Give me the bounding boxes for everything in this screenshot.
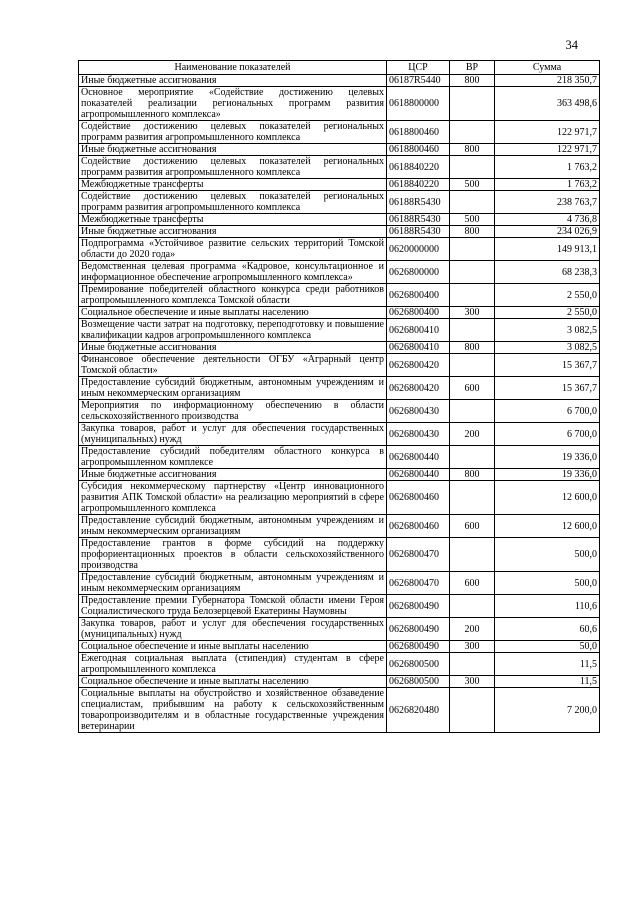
row-name-cell: Закупка товаров, работ и услуг для обеспечения государственных (муниципальных) нужд [79,618,387,641]
row-sum-cell: 1 763,2 [495,179,600,191]
row-sum-cell: 15 367,7 [495,354,600,377]
row-name-cell: Ежегодная социальная выплата (стипендия) студентам в сфере агропромышленного комплекса [79,653,387,676]
budget-table [78,60,600,733]
row-name-cell: Иные бюджетные ассигнования [79,75,387,87]
row-sum-cell: 238 763,7 [495,191,600,214]
row-csr-cell: 06188R5430 [387,191,450,214]
row-csr-cell: 0626800000 [387,261,450,284]
row-sum-cell: 149 913,1 [495,238,600,261]
table-row [79,676,600,688]
row-sum-cell: 11,5 [495,676,600,688]
row-vr-cell: 300 [450,676,495,688]
table-row [79,515,600,538]
row-sum-cell: 6 700,0 [495,423,600,446]
row-sum-cell: 11,5 [495,653,600,676]
row-name-cell: Содействие достижению целевых показателей региональных программ развития агропромышленного комплекса [79,121,387,144]
row-sum-cell: 500,0 [495,572,600,595]
table-row [79,469,600,481]
row-vr-cell: 500 [450,179,495,191]
row-name-cell: Предоставление субсидий бюджетным, автономным учреждениям и иным некоммерческим организациям [79,515,387,538]
row-vr-cell [450,446,495,469]
row-vr-cell [450,238,495,261]
row-vr-cell: 800 [450,342,495,354]
row-sum-cell: 60,6 [495,618,600,641]
row-vr-cell: 200 [450,423,495,446]
table-row [79,481,600,515]
row-name-cell: Основное мероприятие «Содействие достижению целевых показателей реализации региональных программ развития агропромышленного комплекса» [79,87,387,121]
row-csr-cell: 0618800460 [387,144,450,156]
row-vr-cell: 200 [450,618,495,641]
row-sum-cell: 110,6 [495,595,600,618]
row-name-cell: Социальное обеспечение и иные выплаты населению [79,676,387,688]
row-csr-cell: 0626800420 [387,354,450,377]
table-row [79,226,600,238]
row-csr-cell: 0626800430 [387,423,450,446]
row-name-cell: Возмещение части затрат на подготовку, переподготовку и повышение квалификации кадров агропромышленного комплекса [79,319,387,342]
row-name-cell: Межбюджетные трансферты [79,214,387,226]
table-row [79,446,600,469]
row-vr-cell [450,653,495,676]
table-row [79,191,600,214]
table-row [79,538,600,572]
row-name-cell: Иные бюджетные ассигнования [79,144,387,156]
row-csr-cell: 0626800400 [387,307,450,319]
row-csr-cell: 0626800440 [387,469,450,481]
row-csr-cell: 0626800500 [387,676,450,688]
row-sum-cell: 2 550,0 [495,307,600,319]
table-row [79,214,600,226]
row-vr-cell: 800 [450,469,495,481]
row-vr-cell [450,121,495,144]
row-name-cell: Предоставление субсидий бюджетным, автономным учреждениям и иным некоммерческим организациям [79,572,387,595]
row-sum-cell: 3 082,5 [495,319,600,342]
row-vr-cell: 600 [450,572,495,595]
header-sum: Сумма [495,61,600,75]
table-row [79,144,600,156]
row-vr-cell [450,156,495,179]
row-csr-cell: 0626800410 [387,342,450,354]
row-vr-cell [450,538,495,572]
row-sum-cell: 7 200,0 [495,688,600,733]
row-vr-cell: 300 [450,307,495,319]
page-number: 34 [565,38,578,52]
row-vr-cell [450,87,495,121]
row-sum-cell: 50,0 [495,641,600,653]
row-csr-cell: 0626800400 [387,284,450,307]
row-csr-cell: 0620000000 [387,238,450,261]
table-row [79,156,600,179]
row-csr-cell: 0618840220 [387,156,450,179]
row-csr-cell: 0626800490 [387,595,450,618]
table-row [79,688,600,733]
row-vr-cell [450,688,495,733]
row-sum-cell: 363 498,6 [495,87,600,121]
row-vr-cell: 300 [450,641,495,653]
row-csr-cell: 0626800430 [387,400,450,423]
row-name-cell: Мероприятия по информационному обеспечению в области сельскохозяйственного производства [79,400,387,423]
table-row [79,400,600,423]
table-body [79,75,600,733]
row-vr-cell [450,319,495,342]
row-name-cell: Премирование победителей областного конкурса среди работников агропромышленного комплекса Томской области [79,284,387,307]
row-csr-cell: 0626800440 [387,446,450,469]
row-vr-cell [450,261,495,284]
table-row [79,238,600,261]
table-row [79,377,600,400]
row-csr-cell: 0626800410 [387,319,450,342]
row-sum-cell: 15 367,7 [495,377,600,400]
table-row [79,284,600,307]
row-name-cell: Содействие достижению целевых показателей региональных программ развития агропромышленного комплекса [79,156,387,179]
table-row [79,121,600,144]
row-csr-cell: 0626800490 [387,618,450,641]
row-name-cell: Социальное обеспечение и иные выплаты населению [79,307,387,319]
row-csr-cell: 0626800470 [387,538,450,572]
row-sum-cell: 4 736,8 [495,214,600,226]
table-row [79,319,600,342]
row-name-cell: Закупка товаров, работ и услуг для обеспечения государственных (муниципальных) нужд [79,423,387,446]
row-sum-cell: 68 238,3 [495,261,600,284]
row-name-cell: Межбюджетные трансферты [79,179,387,191]
row-name-cell: Предоставление субсидий победителям областного конкурса в агропромышленном комплексе [79,446,387,469]
row-csr-cell: 0626820480 [387,688,450,733]
row-name-cell: Предоставление премии Губернатора Томской области имени Героя Социалистического труда Белозерцевой Екатерины Наумовны [79,595,387,618]
header-row [79,61,600,75]
row-name-cell: Предоставление субсидий бюджетным, автономным учреждениям и иным некоммерческим организациям [79,377,387,400]
table-row [79,653,600,676]
row-sum-cell: 6 700,0 [495,400,600,423]
table-row [79,641,600,653]
row-sum-cell: 1 763,2 [495,156,600,179]
row-csr-cell: 0626800420 [387,377,450,400]
table-row [79,595,600,618]
row-sum-cell: 122 971,7 [495,121,600,144]
header-csr: ЦСР [387,61,450,75]
header-vr: ВР [450,61,495,75]
row-name-cell: Предоставление грантов в форме субсидий на поддержку профориентационных проектов в области сельскохозяйственного производства [79,538,387,572]
table-row [79,307,600,319]
table-row [79,87,600,121]
row-vr-cell: 600 [450,515,495,538]
row-csr-cell: 0626800470 [387,572,450,595]
row-csr-cell: 06188R5430 [387,226,450,238]
row-name-cell: Социальные выплаты на обустройство и хозяйственное обзаведение специалистам, прибывшим на работу к сельскохозяйственным товаропроизводителям и в областные государственные учреждения ветеринарии [79,688,387,733]
row-name-cell: Ведомственная целевая программа «Кадровое, консультационное и информационное обеспечение агропромышленного комплекса» [79,261,387,284]
table-row [79,75,600,87]
row-csr-cell: 0626800500 [387,653,450,676]
table-row [79,354,600,377]
row-csr-cell: 0618800000 [387,87,450,121]
table-row [79,342,600,354]
row-sum-cell: 12 600,0 [495,481,600,515]
table-row [79,179,600,191]
row-vr-cell: 500 [450,214,495,226]
row-sum-cell: 218 350,7 [495,75,600,87]
row-sum-cell: 500,0 [495,538,600,572]
row-sum-cell: 122 971,7 [495,144,600,156]
row-sum-cell: 19 336,0 [495,469,600,481]
row-name-cell: Подпрограмма «Устойчивое развитие сельских территорий Томской области до 2020 года» [79,238,387,261]
table-row [79,572,600,595]
row-vr-cell: 600 [450,377,495,400]
header-name: Наименование показателей [79,61,387,75]
row-name-cell: Иные бюджетные ассигнования [79,469,387,481]
row-csr-cell: 0626800460 [387,515,450,538]
row-vr-cell [450,481,495,515]
row-vr-cell [450,595,495,618]
row-name-cell: Содействие достижению целевых показателей региональных программ развития агропромышленного комплекса [79,191,387,214]
table-row [79,618,600,641]
row-name-cell: Иные бюджетные ассигнования [79,342,387,354]
row-vr-cell: 800 [450,75,495,87]
row-vr-cell [450,191,495,214]
row-vr-cell [450,284,495,307]
row-csr-cell: 0626800460 [387,481,450,515]
row-csr-cell: 0618840220 [387,179,450,191]
row-vr-cell [450,354,495,377]
row-csr-cell: 0618800460 [387,121,450,144]
row-csr-cell: 06188R5430 [387,214,450,226]
table-row [79,261,600,284]
table-header [79,61,600,75]
table-row [79,423,600,446]
row-csr-cell: 0626800490 [387,641,450,653]
row-sum-cell: 234 026,9 [495,226,600,238]
row-csr-cell: 06187R5440 [387,75,450,87]
row-name-cell: Социальное обеспечение и иные выплаты населению [79,641,387,653]
row-name-cell: Иные бюджетные ассигнования [79,226,387,238]
row-name-cell: Субсидия некоммерческому партнерству «Центр инновационного развития АПК Томской области» на реализацию мероприятий в сфере агропромышленного комплекса [79,481,387,515]
row-vr-cell [450,400,495,423]
row-sum-cell: 3 082,5 [495,342,600,354]
row-vr-cell: 800 [450,144,495,156]
row-sum-cell: 19 336,0 [495,446,600,469]
row-sum-cell: 12 600,0 [495,515,600,538]
row-sum-cell: 2 550,0 [495,284,600,307]
row-name-cell: Финансовое обеспечение деятельности ОГБУ «Аграрный центр Томской области» [79,354,387,377]
row-vr-cell: 800 [450,226,495,238]
